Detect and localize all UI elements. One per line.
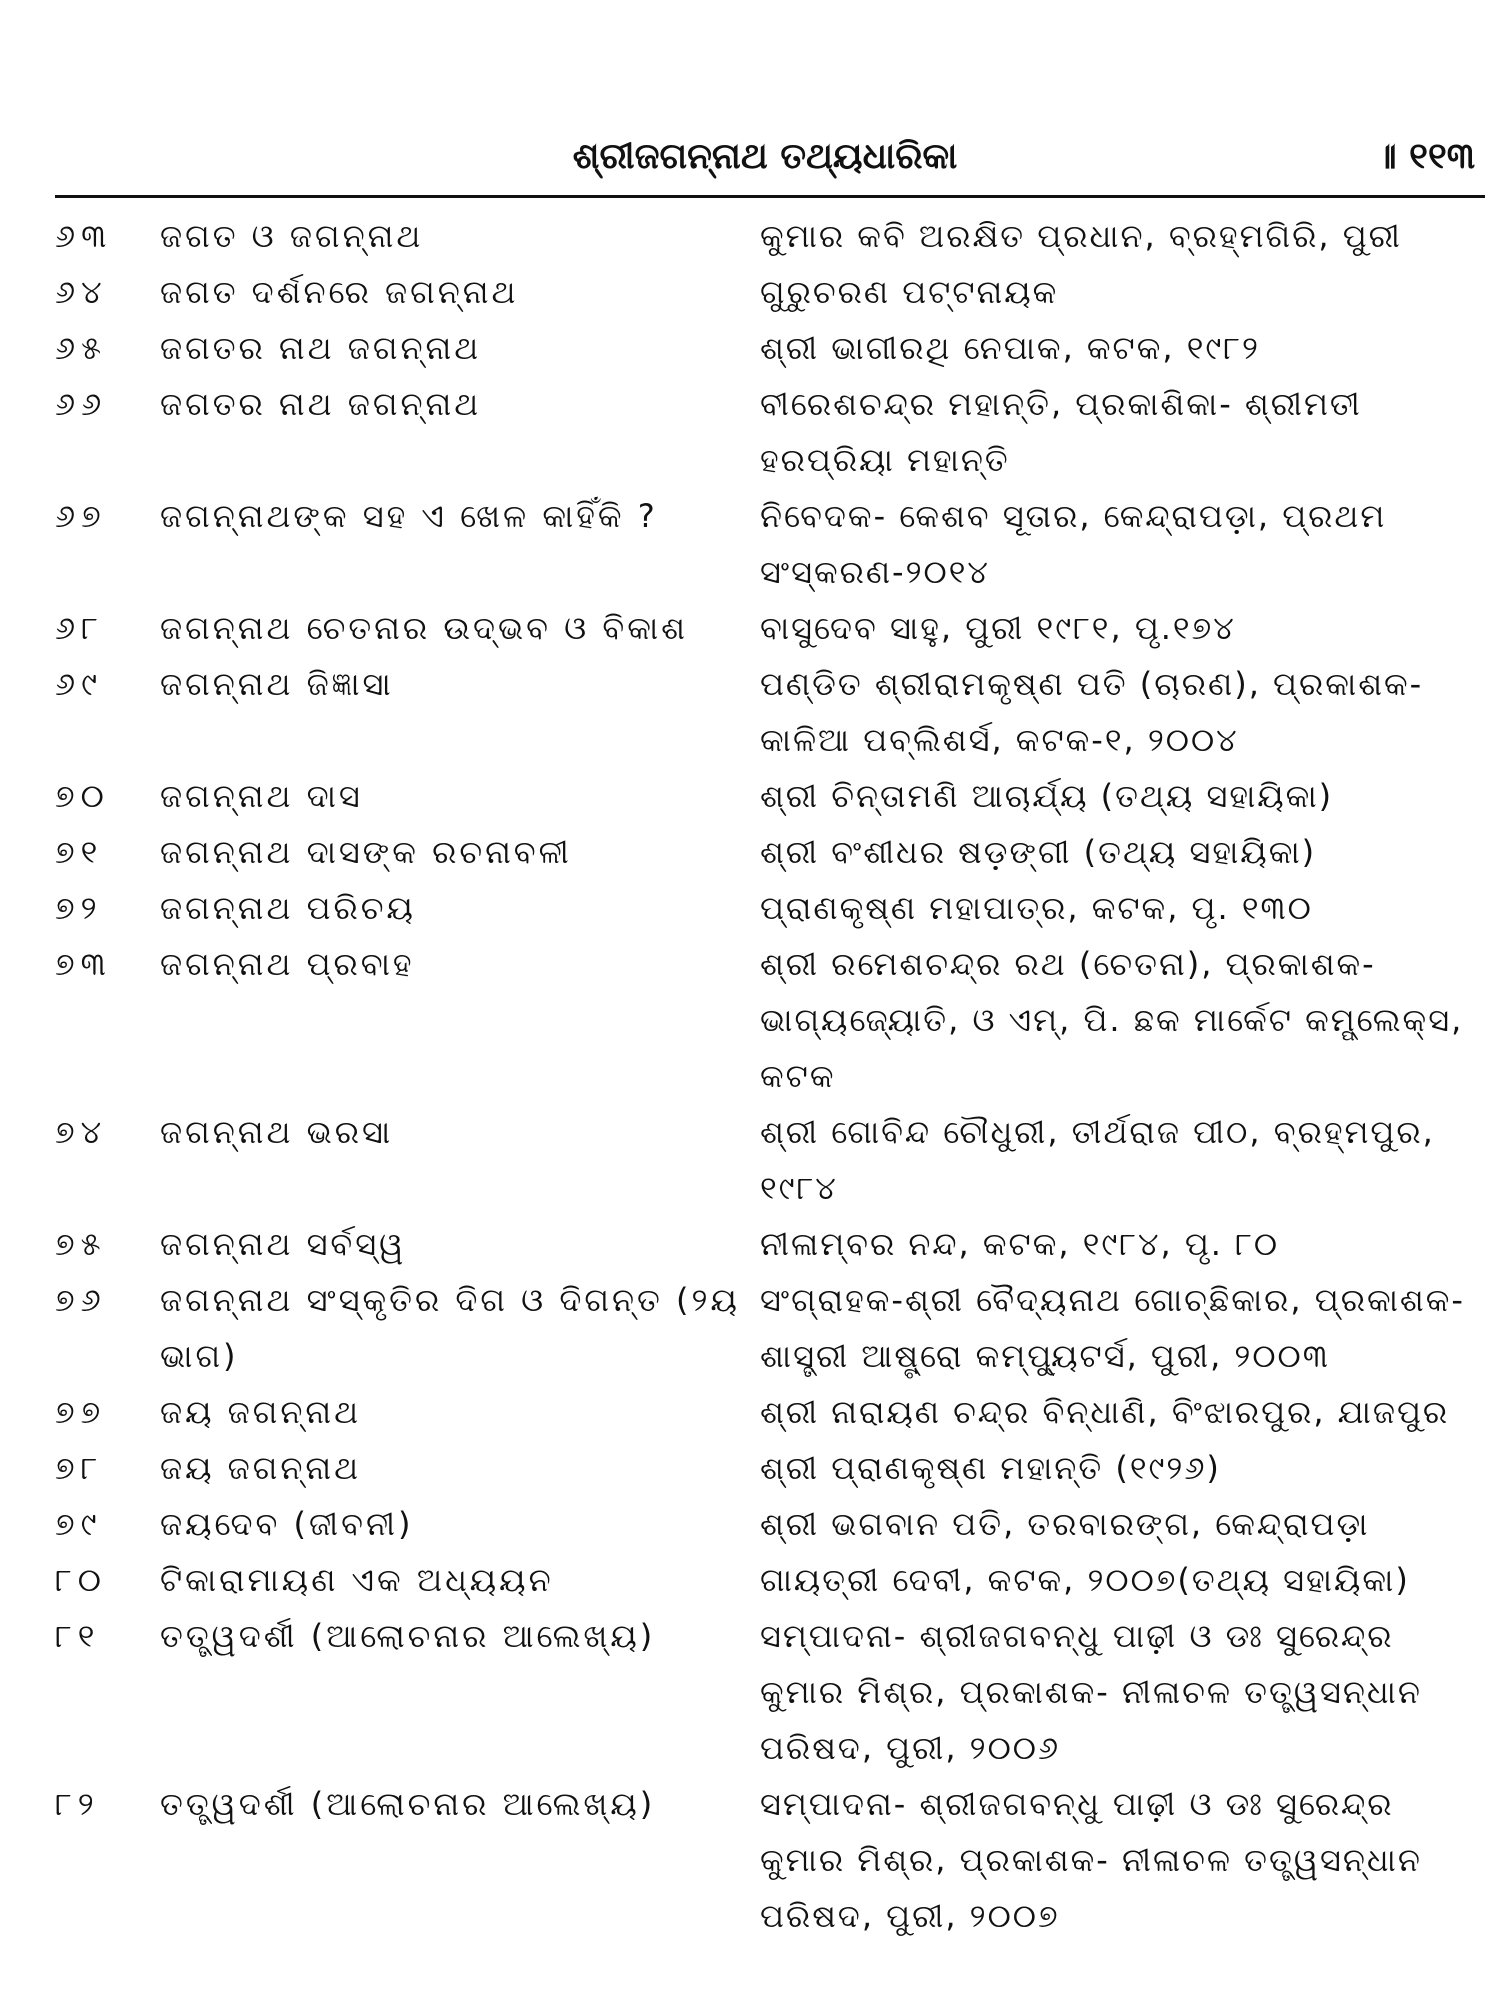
entry-number: ୭୧ (55, 833, 104, 871)
entry-publication-info: ଶ୍ରୀ ରମେଶଚନ୍ଦ୍ର ରଥ (ଚେତନା), ପ୍ରକାଶକ- ଭାଗ୍ୟଜ୍ୟୋତି, ଓ ଏମ୍, ପି. ଛକ ମାର୍କେଟ କମ୍ପ୍ଲେକ୍ସ, କଟକ (760, 945, 1464, 1095)
entry-title: ଜୟଦେବ (ଜୀବନୀ) (160, 1505, 414, 1543)
entry-publication-info: ନୀଳାମ୍ବର ନନ୍ଦ, କଟକ, ୧୯୮୪, ପୃ. ୮୦ (760, 1225, 1280, 1263)
entry-number: ୬୩ (55, 217, 113, 255)
entry-publication-info: ସଂଗ୍ରାହକ-ଶ୍ରୀ ବୈଦ୍ୟନାଥ ଗୋଚ୍ଛିକାର, ପ୍ରକାଶକ- ଶାସ୍ତ୍ରୀ ଆଷ୍ଟ୍ରୋ କମ୍ପ୍ୟୁଟର୍ସ, ପୁରୀ, ୨୦୦୩ (760, 1281, 1465, 1375)
list-item (55, 936, 1485, 1104)
entry-title: ଜଗତ ଓ ଜଗନ୍ନାଥ (160, 217, 424, 255)
entry-title: ଜଗନ୍ନାଥ ଭରସା (160, 1113, 394, 1151)
header-rule (55, 195, 1485, 198)
list-item (55, 1552, 1485, 1608)
list-item (55, 600, 1485, 656)
entry-title: ଜଗତର ନାଥ ଜଗନ୍ନାଥ (160, 385, 482, 423)
entry-title: ଜୟ ଜଗନ୍ନାଥ (160, 1393, 362, 1431)
entry-number: ୭୦ (55, 777, 110, 815)
entry-publication-info: ଶ୍ରୀ ଚିନ୍ତାମଣି ଆଚାର୍ଯ୍ୟ (ତଥ୍ୟ ସହାୟିକା) (760, 777, 1334, 815)
entry-title: ଜଗନ୍ନାଥ ଦାସ (160, 777, 363, 815)
entry-number: ୬୫ (55, 329, 108, 367)
entry-title: ଟିକାରାମାୟଣ ଏକ ଅଧ୍ୟୟନ (160, 1561, 554, 1599)
list-item (55, 1216, 1485, 1272)
entry-title: ଜଗନ୍ନାଥ ଚେତନାର ଉଦ୍ଭବ ଓ ବିକାଶ (160, 609, 688, 647)
entry-publication-info: ନିବେଦକ- କେଶବ ସୂତାର, କେନ୍ଦ୍ରାପଡ଼ା, ପ୍ରଥମ ସଂସ୍କରଣ-୨୦୧୪ (760, 497, 1387, 591)
entry-number: ୭୮ (55, 1449, 104, 1487)
list-item (55, 320, 1485, 376)
page-number: ॥ ୧୧୩ (1375, 136, 1475, 177)
entry-title: ଜଗନ୍ନାଥଙ୍କ ସହ ଏ ଖେଳ କାହିଁକି ? (160, 497, 658, 535)
entry-publication-info: ଶ୍ରୀ ବଂଶୀଧର ଷଡ଼ଙ୍ଗୀ (ତଥ୍ୟ ସହାୟିକା) (760, 833, 1317, 871)
entry-number: ୬୭ (55, 497, 107, 535)
entry-number: ୭୯ (55, 1505, 103, 1543)
list-item (55, 824, 1485, 880)
list-item (55, 1496, 1485, 1552)
entry-number: ୬୯ (55, 665, 104, 703)
entry-title: ତତ୍ତ୍ୱଦର୍ଶୀ (ଆଲୋଚନାର ଆଲେଖ୍ୟ) (160, 1785, 656, 1823)
entry-number: ୮୧ (55, 1617, 101, 1655)
list-item (55, 1776, 1485, 1944)
entry-number: ୭୭ (55, 1393, 107, 1431)
entry-number: ୭୩ (55, 945, 112, 983)
list-item (55, 1440, 1485, 1496)
entry-publication-info: ସମ୍ପାଦନା- ଶ୍ରୀଜଗବନ୍ଧୁ ପାଢ଼ୀ ଓ ଡଃ ସୁରେନ୍ଦ୍ର କୁମାର ମିଶ୍ର, ପ୍ରକାଶକ- ନୀଳାଚଳ ତତ୍ତ୍ୱସନ୍ଧାନ ପରିଷଦ, ପୁରୀ, ୨୦୦୬ (760, 1617, 1422, 1767)
list-item (55, 208, 1485, 264)
entry-publication-info: ଗାୟତ୍ରୀ ଦେବୀ, କଟକ, ୨୦୦୭(ତଥ୍ୟ ସହାୟିକା) (760, 1561, 1410, 1599)
entry-publication-info: ପ୍ରାଣକୃଷ୍ଣ ମହାପାତ୍ର, କଟକ, ପୃ. ୧୩୦ (760, 889, 1313, 927)
entry-number: ୬୪ (55, 273, 108, 311)
entry-number: ୭୨ (55, 889, 103, 927)
entry-publication-info: ବାସୁଦେବ ସାହୁ, ପୁରୀ ୧୯୮୧, ପୃ.୧୭୪ (760, 609, 1236, 647)
page-header (55, 130, 1475, 190)
entry-publication-info: ଶ୍ରୀ ନାରାୟଣ ଚନ୍ଦ୍ର ବିନ୍ଧାଣି, ବିଂଝାରପୁର, ଯାଜପୁର (760, 1393, 1450, 1431)
list-item (55, 488, 1485, 600)
bibliography-list (55, 208, 1485, 1944)
list-item (55, 1272, 1485, 1384)
list-item (55, 264, 1485, 320)
entry-publication-info: ଶ୍ରୀ ଭାଗୀରଥି ନେପାକ, କଟକ, ୧୯୮୨ (760, 329, 1260, 367)
list-item (55, 1384, 1485, 1440)
entry-number: ୭୪ (55, 1113, 108, 1151)
entry-publication-info: କୁମାର କବି ଅରକ୍ଷିତ ପ୍ରଧାନ, ବ୍ରହ୍ମଗିରି, ପୁରୀ (760, 217, 1402, 255)
list-item (55, 880, 1485, 936)
list-item (55, 376, 1485, 488)
entry-title: ଜଗନ୍ନାଥ ପରିଚୟ (160, 889, 416, 927)
entry-publication-info: ଶ୍ରୀ ଭଗବାନ ପତି, ତରବାରଙ୍ଗ, କେନ୍ଦ୍ରାପଡ଼ା (760, 1505, 1370, 1543)
entry-number: ୭୬ (55, 1281, 107, 1319)
entry-title: ଜଗନ୍ନାଥ ସଂସ୍କୃତିର ଦିଗ ଓ ଦିଗନ୍ତ (୨ୟ ଭାଗ) (160, 1281, 740, 1375)
list-item (55, 1104, 1485, 1216)
entry-title: ଜଗନ୍ନାଥ ଜିଜ୍ଞାସା (160, 665, 394, 703)
entry-number: ୮୦ (55, 1561, 107, 1599)
entry-title: ଜଗତ ଦର୍ଶନରେ ଜଗନ୍ନାଥ (160, 273, 519, 311)
list-item (55, 1608, 1485, 1776)
entry-publication-info: ଗୁରୁଚରଣ ପଟ୍ଟନାୟକ (760, 273, 1059, 311)
entry-publication-info: ଶ୍ରୀ ଗୋବିନ୍ଦ ଚୌଧୁରୀ, ତୀର୍ଥରାଜ ପୀଠ, ବ୍ରହ୍ମପୁର, ୧୯୮୪ (760, 1113, 1435, 1207)
page-title: ଶ୍ରୀଜଗନ୍ନାଥ ତଥ୍ୟଧାରିକା (572, 136, 958, 177)
entry-publication-info: ବୀରେଶଚନ୍ଦ୍ର ମହାନ୍ତି, ପ୍ରକାଶିକା- ଶ୍ରୀମତୀ ହରପ୍ରିୟା ମହାନ୍ତି (760, 385, 1362, 479)
entry-title: ଜଗନ୍ନାଥ ପ୍ରବାହ (160, 945, 415, 983)
list-item (55, 768, 1485, 824)
list-item (55, 656, 1485, 768)
entry-title: ଜଗନ୍ନାଥ ସର୍ବସ୍ୱ (160, 1225, 407, 1263)
entry-publication-info: ପଣ୍ଡିତ ଶ୍ରୀରାମକୃଷ୍ଣ ପତି (ଚାରଣ), ପ୍ରକାଶକ- କାଳିଆ ପବ୍ଲିଶର୍ସ, କଟକ-୧, ୨୦୦୪ (760, 665, 1424, 759)
entry-title: ତତ୍ତ୍ୱଦର୍ଶୀ (ଆଲୋଚନାର ଆଲେଖ୍ୟ) (160, 1617, 656, 1655)
entry-publication-info: ଶ୍ରୀ ପ୍ରାଣକୃଷ୍ଣ ମହାନ୍ତି (୧୯୨୬) (760, 1449, 1221, 1487)
entry-title: ଜଗତର ନାଥ ଜଗନ୍ନାଥ (160, 329, 482, 367)
entry-publication-info: ସମ୍ପାଦନା- ଶ୍ରୀଜଗବନ୍ଧୁ ପାଢ଼ୀ ଓ ଡଃ ସୁରେନ୍ଦ୍ର କୁମାର ମିଶ୍ର, ପ୍ରକାଶକ- ନୀଳାଚଳ ତତ୍ତ୍ୱସନ୍ଧାନ ପରିଷଦ, ପୁରୀ, ୨୦୦୭ (760, 1785, 1422, 1935)
entry-number: ୬୬ (55, 385, 108, 423)
entry-number: ୭୫ (55, 1225, 107, 1263)
entry-title: ଜଗନ୍ନାଥ ଦାସଙ୍କ ରଚନାବଳୀ (160, 833, 572, 871)
entry-number: ୬୮ (55, 609, 104, 647)
entry-number: ୮୨ (55, 1785, 100, 1823)
entry-title: ଜୟ ଜଗନ୍ନାଥ (160, 1449, 362, 1487)
